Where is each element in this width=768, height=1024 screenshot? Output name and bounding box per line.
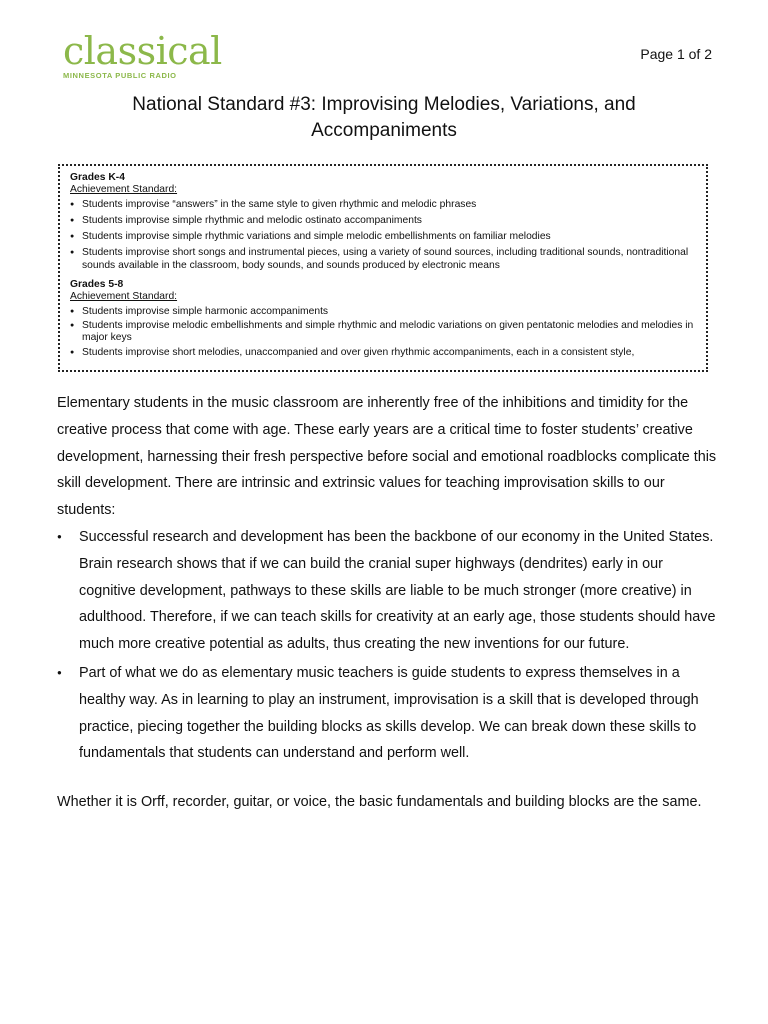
standard-item: ● Students improvise simple rhythmic variations and simple melodic embellishments on familiar melodies <box>70 231 696 243</box>
grade-section-5-8 <box>70 279 696 359</box>
standard-item: ● Students improvise short songs and instrumental pieces, using a variety of sound sources, including traditional sounds, nontraditional sounds available in the classroom, body sounds, and sounds produced by electronic means <box>70 247 696 272</box>
standard-list <box>70 306 696 359</box>
achievement-heading: Achievement Standard: <box>70 291 178 303</box>
standard-item: ● Students improvise simple harmonic accompaniments <box>70 306 696 318</box>
achievement-heading: Achievement Standard: <box>70 184 178 196</box>
body-text <box>57 390 717 816</box>
logo-subtitle: MINNESOTA PUBLIC RADIO <box>63 71 177 80</box>
intro-paragraph: Elementary students in the music classroom are inherently free of the inhibitions and timidity for the creative process that come with age. These early years are a critical time to foster students’ creative development, harnessing their fresh perspective before social and emotional roadblocks complicate this skill development. There are intrinsic and extrinsic values for teaching improvisation skills to our students: <box>57 395 717 519</box>
standard-item: ● Students improvise “answers” in the same style to given rhythmic and melodic phrases <box>70 199 696 211</box>
document-title: National Standard #3: Improvising Melodies, Variations, and Accompaniments <box>132 94 636 141</box>
value-bullet: ● Part of what we do as elementary music teachers is guide students to express themselves in a healthy way. As in learning to play an instrument, improvisation is a skill that is developed through practice, piecing together the building blocks as skills develop. We can break down these skills to fundamentals that students can understand and perform well. <box>57 660 717 767</box>
logo-wordmark: classical <box>63 29 222 73</box>
standards-box <box>58 164 708 372</box>
standard-list <box>70 199 696 272</box>
standard-item: ● Students improvise melodic embellishments and simple rhythmic and melodic variations on given pentatonic melodies and melodies in major keys <box>70 320 696 345</box>
value-bullet: ● Successful research and development has been the backbone of our economy in the United States. Brain research shows that if we can build the cranial super highways (dendrites) early in our cognitive development, pathways to these skills are liable to be much stronger (more creative) in adulthood. Therefore, if we can teach skills for creativity at an early age, those students should have much more creative potential as adults, thus creating the new inventions for our future. <box>57 524 717 658</box>
standard-item: ● Students improvise short melodies, unaccompanied and over given rhythmic accompaniments, each in a consistent style, <box>70 347 696 359</box>
mpr-classical-logo <box>63 29 222 80</box>
grade-heading: Grades 5-8 <box>70 279 124 291</box>
values-list <box>57 524 717 767</box>
grade-section-k4 <box>70 172 696 272</box>
closing-paragraph: Whether it is Orff, recorder, guitar, or voice, the basic fundamentals and building blocks are the same. <box>57 794 702 811</box>
grade-heading: Grades K-4 <box>70 172 125 183</box>
page-number: Page 1 of 2 <box>640 46 712 62</box>
standard-item: ● Students improvise simple rhythmic and melodic ostinato accompaniments <box>70 215 696 227</box>
